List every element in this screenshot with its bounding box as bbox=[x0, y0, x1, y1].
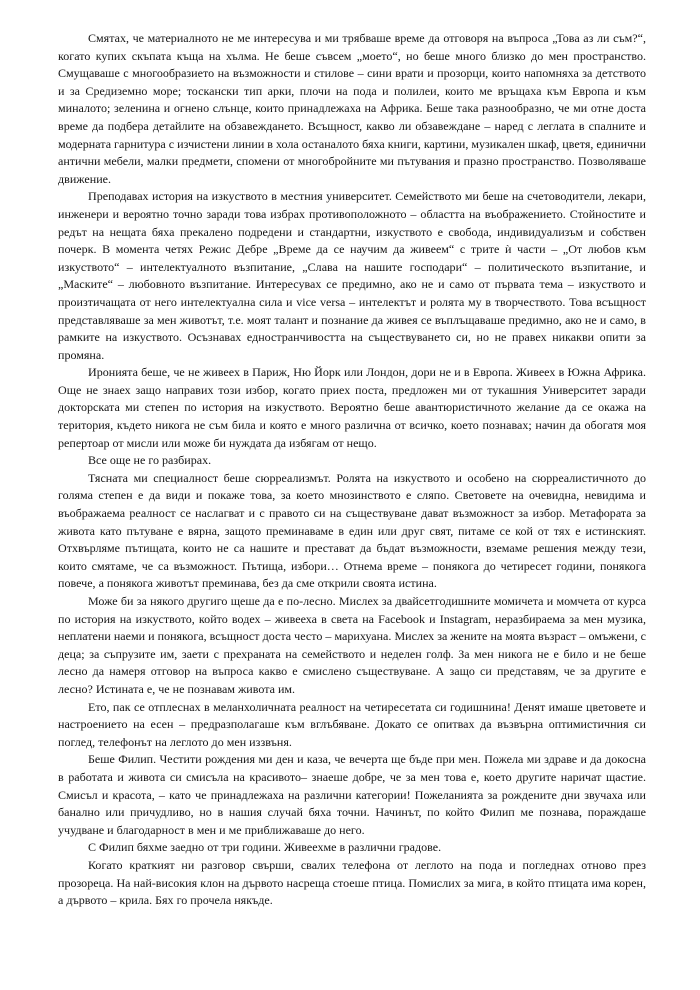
document-page bbox=[58, 30, 646, 910]
paragraph-4: Все още не го разбирах. bbox=[88, 453, 212, 468]
paragraph-6: Може би за някого другиго щеше да е по-лесно. Мислех за двайсетгодишните момичета и момчета от курса по история на изкуството, който водех – живееха в света на Facebook и Instagram, неразбираема за мен музика, неплатени наеми и понякога, всъщност доста често – марихуана. Мислех за жените на моята възраст – омъжени, с деца; за съпрузите им, заети с прехраната на семейството и неделен голф. За мен никога не е било и не беше лесно да намеря отговор на въпроса какво е смислено съществуване. А защо си представям, че за другите е лесно? Истината е, че не познавам живота им. bbox=[58, 594, 646, 696]
paragraph-9: С Филип бяхме заедно от три години. Живеехме в различни градове. bbox=[88, 840, 442, 855]
paragraph-10: Когато краткият ни разговор свърши, свалих телефона от леглото на пода и погледнах отново през прозореца. На най-високия клон на дървото насреща стоеше птица. Помислих за мига, в който птицата има корен, а дървото – крила. Бях го прочела някъде. bbox=[58, 857, 646, 908]
paragraph-1: Смятах, че материалното не ме интересува и ми трябваше време да отговоря на въпроса „Това аз ли съм?“, когато купих скъпата къща на хълма. Не беше съвсем „моето“, но беше много близко до мен пространство. Смущаваше с многообразието на възможности и стилове – сини врати и прозорци, които напомняха за детството и за Средиземно море; тоскански тип арки, плочи на пода и полилеи, които ме връщаха към Европа и към миналото; зеленина и огнено слънце, които принадлежаха на Африка. Беше така разнообразно, че ми отне доста време да подбера детайлите на обзавеждането. Всъщност, какво ли обзавеждане – наред с леглата в спалните и модерната гарнитура с изчистени линии в хола останалото бяха книги, картини, музикален шкаф, цветя, единични антични мебели, малки предмети, спомени от многобройните ми пътувания и празно пространство. Позволяваше движение. bbox=[58, 31, 646, 186]
paragraph-5: Тясната ми специалност беше сюрреализмът. Ролята на изкуството и особено на сюрреалистичното до голяма степен е да види и покаже това, за което мнозинството е сляпо. Световете на очевидна, невидима и въображаема реалност се наслагват и с правото си на съществуване дават възможност за избор. Метафората за живота като пътуване е вярна, защото преминаваме в един или друг свят, питаме се кой от тях е истинският. Отхвърляме пътищата, които не са нашите и престават да бъдат възможности, вземаме решения между тези, които смятаме, че са възможност. Пътища, избори… Отнема време – понякога до четиресет години, понякога повече, а понякога животът преминава, без да сме открили своята истина. bbox=[58, 470, 646, 591]
paragraph-8: Беше Филип. Честити рождения ми ден и каза, че вечерта ще бъде при мен. Пожела ми здраве и да докосна в работата и живота си смисъла на красивото– знаеше добре, че за мен това е, което другите наричат щастие. Смисъл и красота, – като че принадлежаха на различни категории! Пожеланията за рождените дни звучаха или банално или причудливо, но в нашия случай бяха точни. Начинът, по който Филип ме познава, пораждаше учудване и благодарност в мен и ме приближаваше до него. bbox=[58, 752, 646, 837]
paragraph-3: Иронията беше, че не живеех в Париж, Ню Йорк или Лондон, дори не и в Европа. Живеех в Южна Африка. Още не знаех защо направих този избор, когато приех поста, предложен ми от тукашния Университет заради докторската ми степен по история на изкуството. Вероятно беше авантюристичното желание да се окажа на територия, където никога не съм била и която е много различна от всичко, което познавах; начин да обогатя моя репертоар от мисли или може би нуждата да избягам от нещо. bbox=[58, 365, 646, 450]
paragraph-7: Ето, пак се отплеснах в меланхоличната реалност на четиресетата си годишнина! Денят имаше цветовете и настроението на есен – предразполагаше към вглъбяване. Докато се опитвах да възвърна оптимистичния си поглед, телефонът на леглото до мен иззвъня. bbox=[58, 699, 646, 749]
paragraph-2: Преподавах история на изкуството в местния университет. Семейството ми беше на счетоводители, лекари, инженери и вероятно точно заради това избрах противоположното – областта на въображението. Стойностите и редът на нещата бяха прекалено подредени и стандартни, изкуството е свобода, индивидуализъм и собствен почерк. В момента четях Режис Дебре „Време да се научим да живеем“ с трите ѝ части – „От любов към изкуството“ – интелектуалното възпитание, „Слава на нашите господари“ – политическото възпитание, и „Маските“ – любовното възпитание. Интересувах се предимно, ако не и само от първата тема – изкуството и произтичащата от него интелектуална сила и vice versa – интелектът и ролята му в творчеството. Това всъщност представляваше за мен животът, т.е. моят талант и познание да живея се въплъщаваше предимно, ако не и само, в рамките на изкуството. Осъзнавах едностранчивостта на съществуването си, но не правех никакви опити за промяна. bbox=[58, 189, 646, 362]
